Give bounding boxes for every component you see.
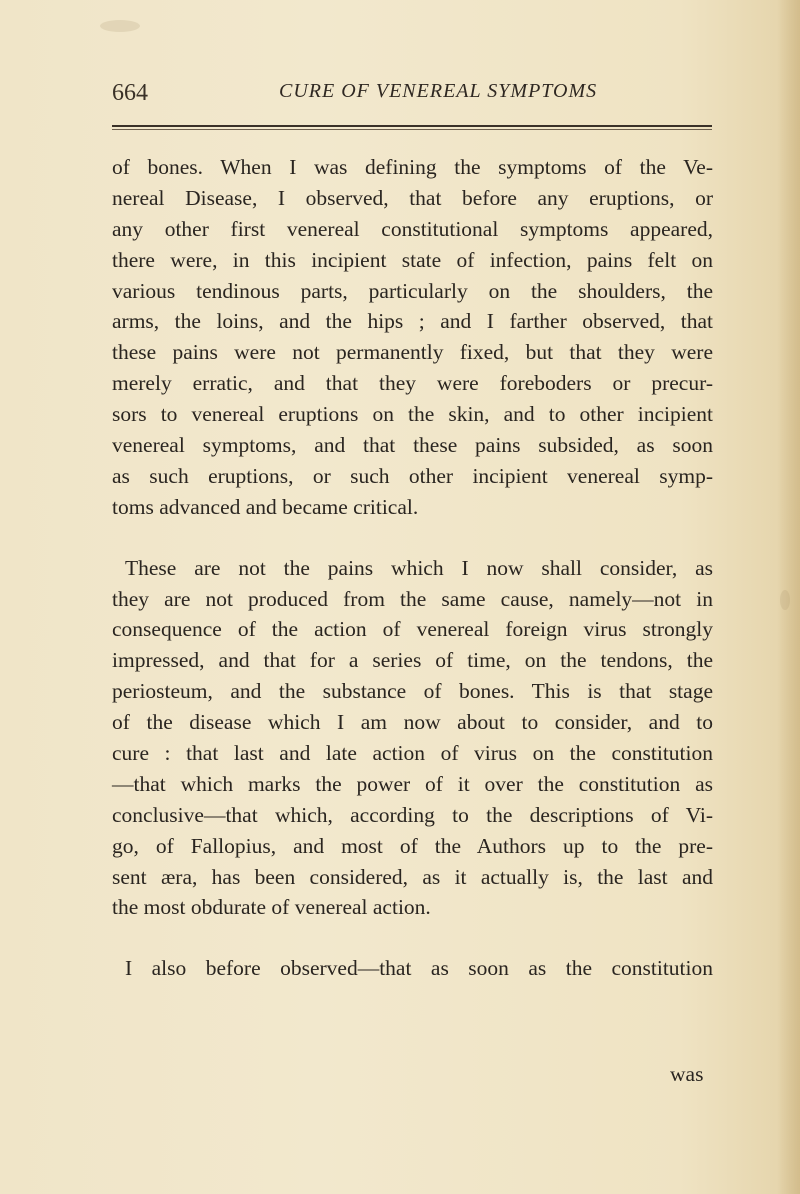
text-line: periosteum, and the substance of bones. This is that stage (112, 679, 713, 704)
text-line: of bones. When I was defining the symptoms of the Ve- (112, 155, 713, 179)
text-line: the most obdurate of venereal action. (112, 895, 431, 920)
text-line: various tendinous parts, particularly on the shoulders, the (112, 278, 713, 303)
text-line: there were, in this incipient state of infection, pains felt on (112, 247, 713, 272)
text-line: of the disease which I am now about to consider, and to (112, 710, 713, 735)
text-line: conclusive—that which, according to the descriptions of Vi- (112, 802, 713, 827)
text-line: —that which marks the power of it over the constitution as (112, 771, 713, 796)
text-line: These are not the pains which I now shall consider, as (125, 555, 713, 580)
text-line: venereal symptoms, and that these pains subsided, as soon (112, 433, 713, 458)
text-line: any other first venereal constitutional symptoms appeared, (112, 216, 713, 241)
text-line: go, of Fallopius, and most of the Authors up to the pre- (112, 833, 713, 858)
header-rule-thin (112, 129, 712, 130)
text-line: as such eruptions, or such other incipient venereal symp- (112, 463, 713, 488)
page-number: 664 (112, 80, 148, 106)
text-line: sors to venereal eruptions on the skin, and to other incipient (112, 402, 713, 427)
text-line: nereal Disease, I observed, that before any eruptions, or (112, 185, 713, 210)
text-line: these pains were not permanently fixed, but that they were (112, 340, 713, 365)
paragraph-3 (112, 953, 713, 984)
header-rule (112, 125, 712, 127)
text-line: cure : that last and late action of virus on the constitution (112, 741, 713, 766)
text-line: toms advanced and became critical. (112, 494, 419, 519)
text-line: arms, the loins, and the hips ; and I farther observed, that (112, 309, 713, 334)
paragraph-gap (112, 923, 713, 953)
text-line: impressed, and that for a series of time, on the tendons, the (112, 648, 713, 673)
text-line: consequence of the action of venereal foreign virus strongly (112, 617, 713, 642)
text-line: I also before observed—that as soon as the constitution (125, 956, 713, 981)
paper-smudge (100, 20, 140, 32)
paragraph-gap (112, 523, 713, 553)
text-line: they are not produced from the same cause, namely—not in (112, 586, 713, 611)
catchword: was (670, 1062, 704, 1086)
paper-smudge (780, 590, 790, 610)
body-text (112, 152, 713, 984)
paragraph-2 (112, 553, 713, 924)
paragraph-1 (112, 152, 713, 523)
running-title: CURE OF VENEREAL SYMPTOMS (279, 80, 598, 102)
text-line: merely erratic, and that they were foreboders or precur- (112, 371, 713, 396)
text-line: sent æra, has been considered, as it actually is, the last and (112, 864, 713, 889)
